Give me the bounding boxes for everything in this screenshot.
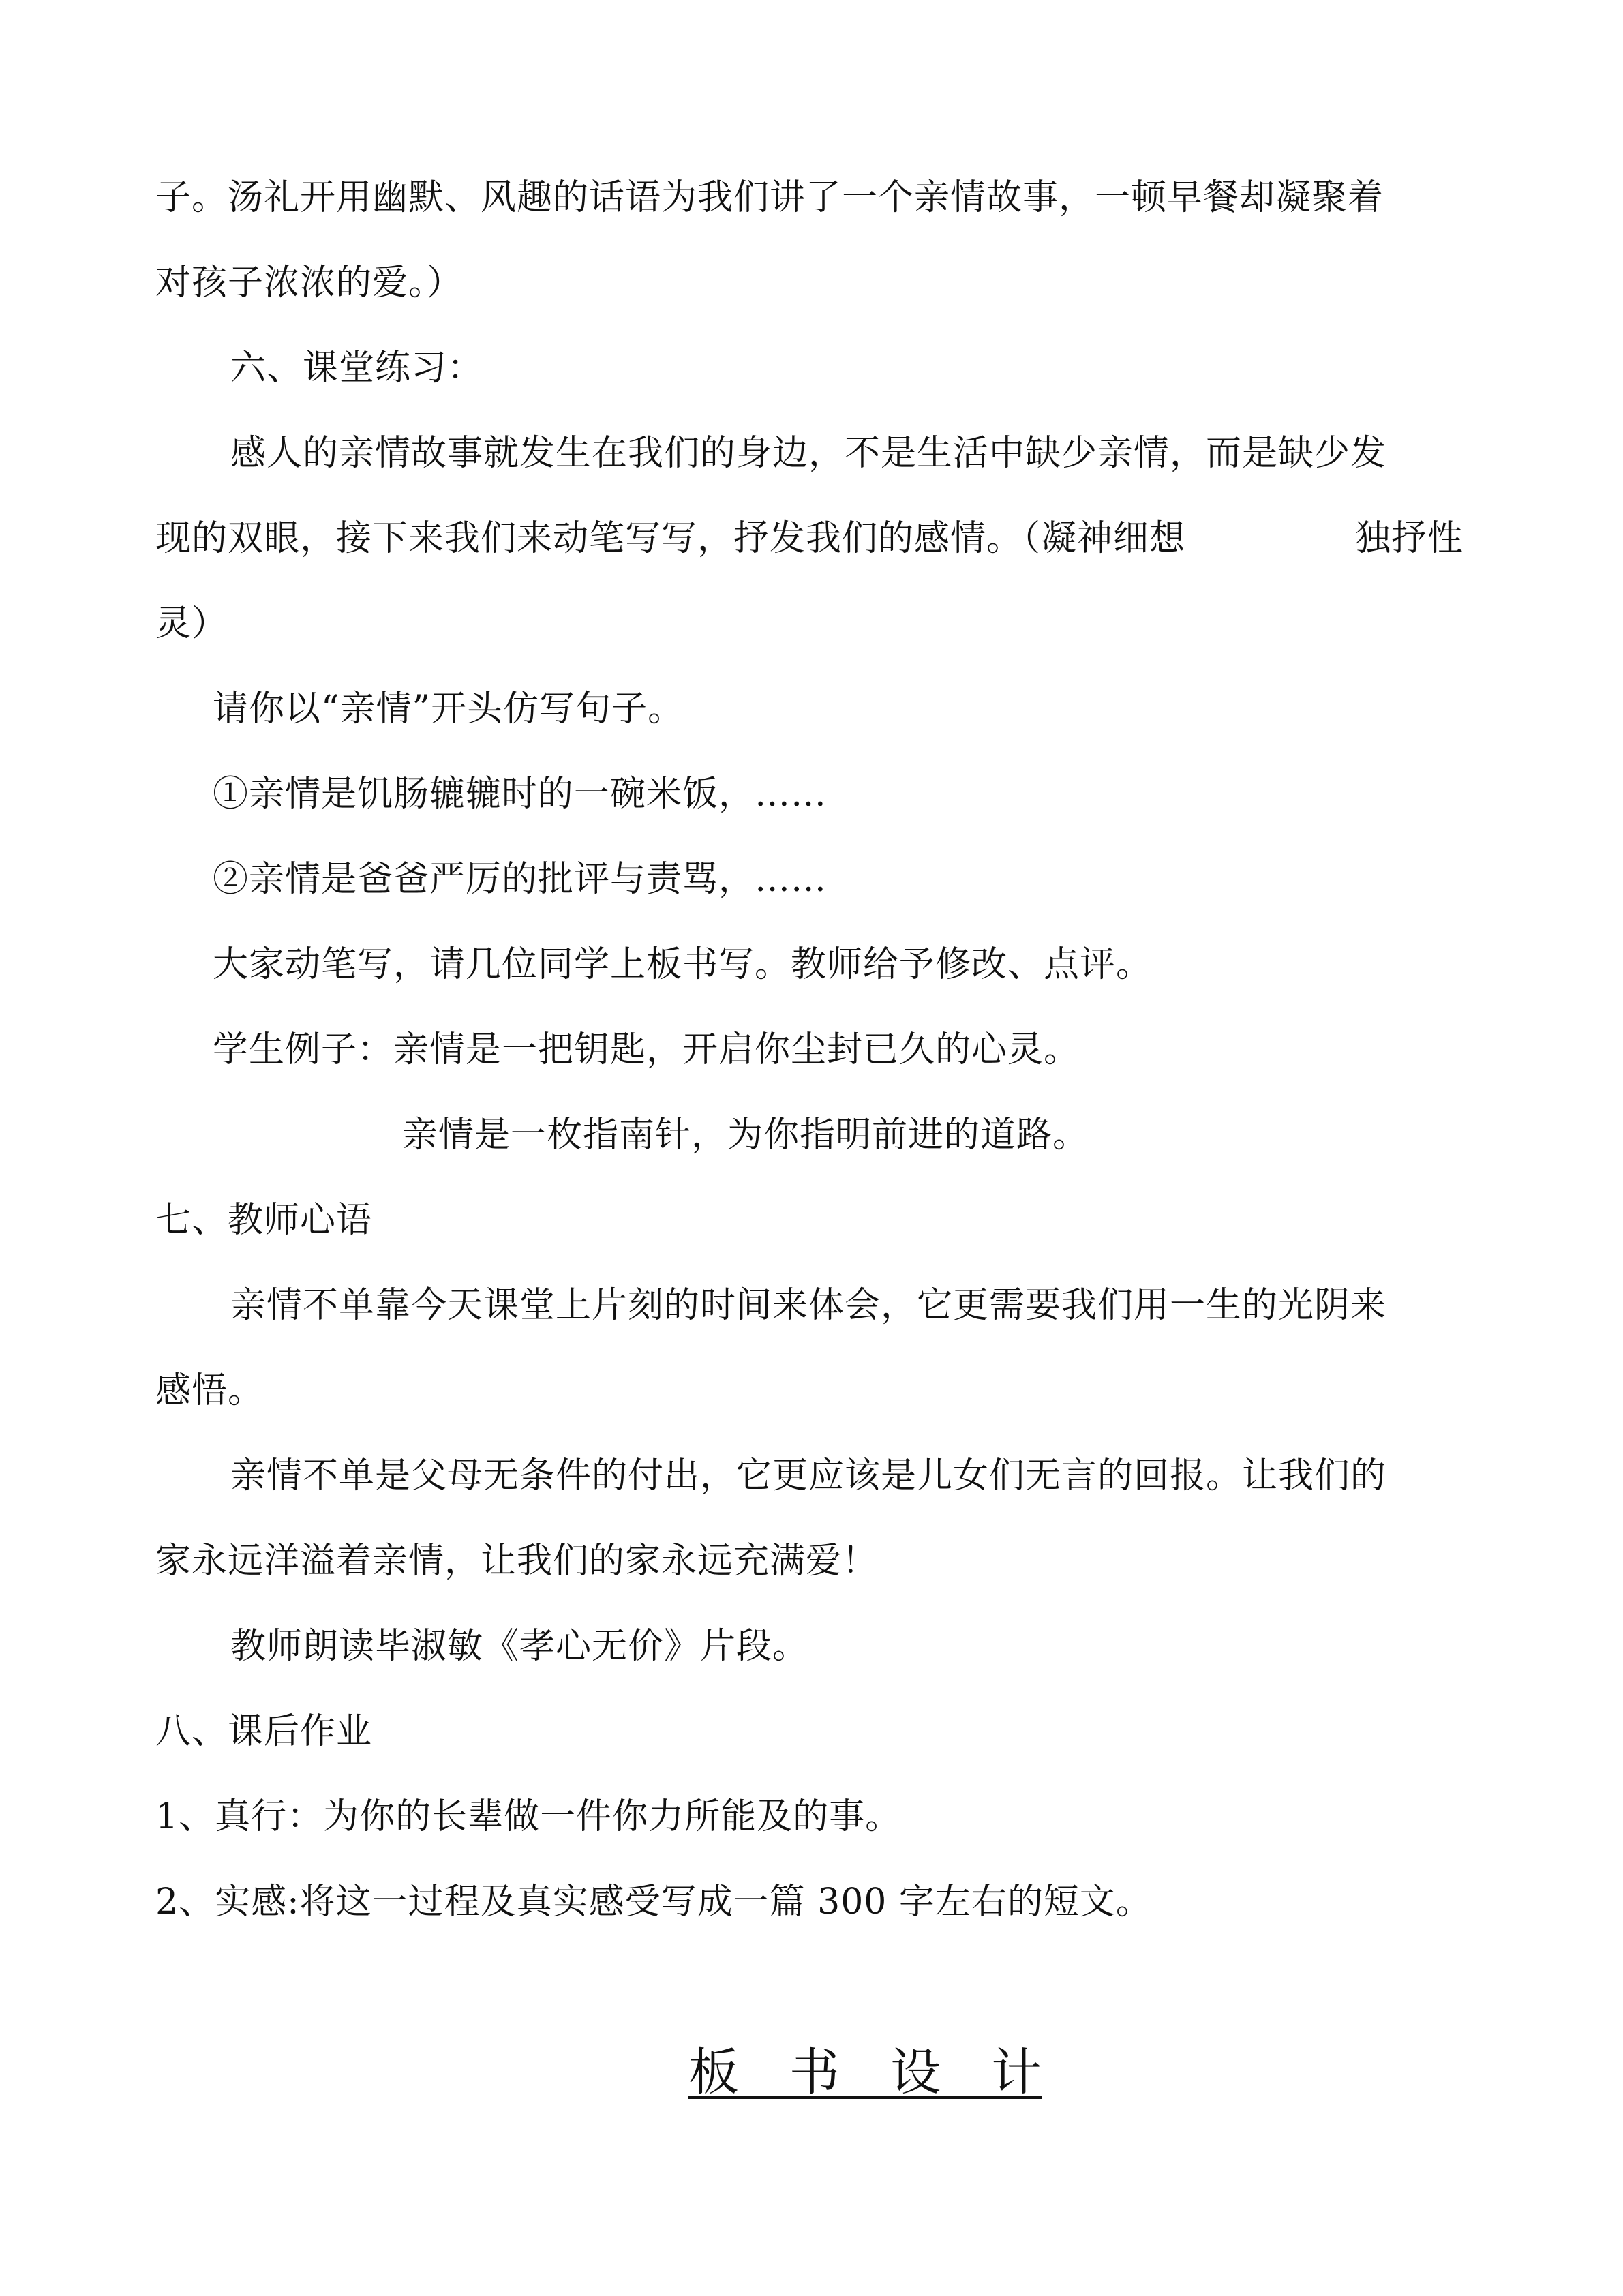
- paragraph-line-8: 亲情不单是父母无条件的付出，它更应该是儿女们无言的回报。让我们的: [230, 1455, 1387, 1496]
- exercise-item-2: ②亲情是爸爸严厉的批评与责骂，……: [213, 859, 828, 900]
- paragraph-line-4: 现的双眼，接下来我们来动笔写写，抒发我们的感情。（凝神细想: [155, 518, 1186, 559]
- paragraph-line-10: 教师朗读毕淑敏《孝心无价》片段。: [230, 1626, 809, 1667]
- paragraph-line-5: 灵）: [155, 603, 228, 644]
- paragraph-line-4b: 独抒性: [1355, 518, 1464, 559]
- section-heading-7: 七、教师心语: [155, 1200, 373, 1241]
- paragraph-line-7: 感悟。: [155, 1370, 264, 1411]
- section-heading-8: 八、课后作业: [155, 1711, 373, 1752]
- paragraph-line-2: 对孩子浓浓的爱。）: [155, 262, 464, 303]
- homework-item-2: 2、实感:将这一过程及真实感受写成一篇 300 字左右的短文。: [155, 1882, 1152, 1922]
- homework-item-1: 1、真行：为你的长辈做一件你力所能及的事。: [155, 1796, 902, 1837]
- paragraph-line-6: 亲情不单靠今天课堂上片刻的时间来体会，它更需要我们用一生的光阴来: [230, 1285, 1387, 1326]
- board-design-title: 板 书 设 计: [688, 2043, 1042, 2102]
- section-heading-6: 六、课堂练习：: [230, 348, 484, 389]
- exercise-instruction: 大家动笔写，请几位同学上板书写。教师给予修改、点评。: [213, 944, 1153, 985]
- paragraph-line-9: 家永远洋溢着亲情，让我们的家永远充满爱！: [155, 1541, 879, 1582]
- student-example-1: 学生例子：亲情是一把钥匙，开启你尘封已久的心灵。: [213, 1029, 1080, 1070]
- paragraph-line-3: 感人的亲情故事就发生在我们的身边，不是生活中缺少亲情，而是缺少发: [230, 433, 1387, 474]
- student-example-2: 亲情是一枚指南针，为你指明前进的道路。: [402, 1115, 1089, 1155]
- exercise-item-1: ①亲情是饥肠辘辘时的一碗米饭，……: [213, 774, 828, 815]
- exercise-prompt: 请你以“亲情”开头仿写句子。: [213, 689, 684, 729]
- paragraph-line-1: 子。汤礼开用幽默、风趣的话语为我们讲了一个亲情故事，一顿早餐却凝聚着: [155, 177, 1384, 218]
